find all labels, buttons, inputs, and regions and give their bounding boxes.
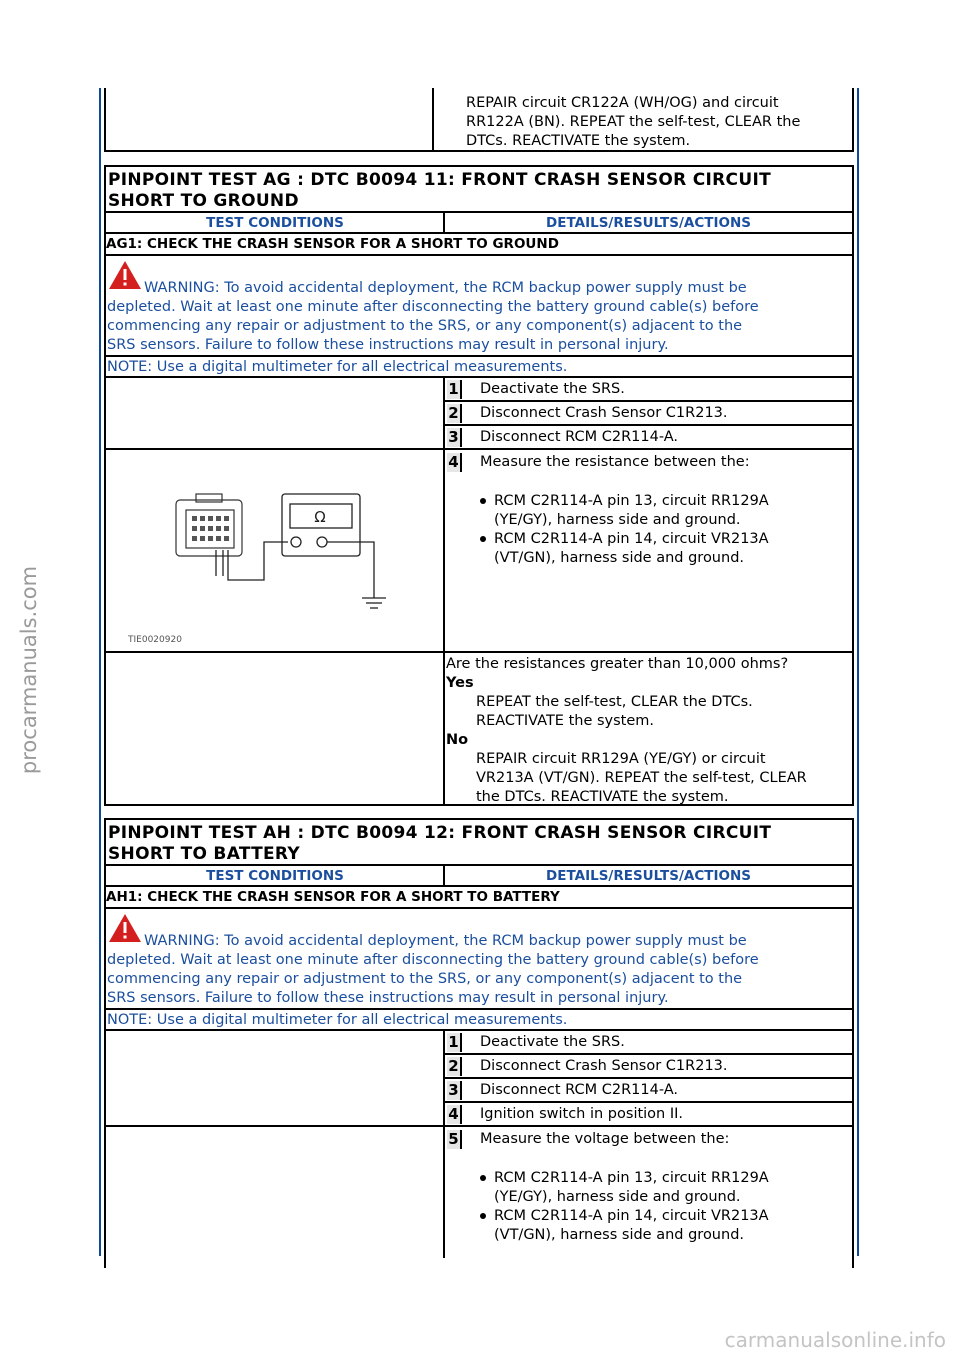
- cont-left-border: [104, 88, 106, 152]
- ag-yes-1: REPEAT the self-test, CLEAR the DTCs.: [476, 694, 753, 710]
- ah-bullet-2-l1: RCM C2R114-A pin 14, circuit VR213A: [494, 1208, 769, 1224]
- ah-rule-7: [443, 1077, 854, 1079]
- cont-divider: [432, 88, 434, 152]
- test-ag-title-1: PINPOINT TEST AG : DTC B0094 11: FRONT CRASH SENSOR CIRCUIT: [108, 170, 771, 190]
- ag-note: NOTE: Use a digital multimeter for all electrical measurements.: [107, 359, 568, 375]
- meter-symbol: Ω: [314, 508, 326, 526]
- ag-no-3: the DTCs. REACTIVATE the system.: [476, 789, 729, 805]
- ah-step-num-4: 4: [447, 1105, 462, 1124]
- ag-step-num-3: 3: [447, 428, 462, 447]
- ag-rule-2: [104, 232, 854, 234]
- ah-bullet-1-l1: RCM C2R114-A pin 13, circuit RR129A: [494, 1170, 769, 1186]
- ag-header-actions: DETAILS/RESULTS/ACTIONS: [546, 215, 751, 231]
- ag-step-num-1: 1: [447, 380, 462, 399]
- ah-step-num-1: 1: [447, 1033, 462, 1052]
- page-rule-left: [99, 88, 101, 1256]
- ah-warning-1: WARNING: To avoid accidental deployment, the RCM backup power supply must be: [144, 933, 747, 949]
- ah-rule-8: [443, 1101, 854, 1103]
- ah-header-conditions: TEST CONDITIONS: [206, 868, 344, 884]
- ah-step-text-5: Measure the voltage between the:: [480, 1131, 730, 1147]
- ag-step-num-2: 2: [447, 404, 462, 423]
- footer-watermark: carmanualsonline.info: [724, 1328, 946, 1352]
- ag-no-2: VR213A (VT/GN). REPEAT the self-test, CLEAR: [476, 770, 807, 786]
- ah-note: NOTE: Use a digital multimeter for all electrical measurements.: [107, 1012, 568, 1028]
- ah-step-text-3: Disconnect RCM C2R114-A.: [480, 1082, 679, 1098]
- ah-rule-6: [443, 1053, 854, 1055]
- ag-step-text-3: Disconnect RCM C2R114-A.: [480, 429, 679, 445]
- ag-warning-4: SRS sensors. Failure to follow these instructions may result in personal injury.: [107, 337, 669, 353]
- ag-rule-4: [104, 355, 854, 357]
- sidebar-watermark: procarmanuals.com: [17, 565, 41, 775]
- ag-question: Are the resistances greater than 10,000 ohms?: [446, 656, 789, 672]
- ag-bullet-2: [480, 536, 486, 542]
- ag-rule-7: [443, 424, 854, 426]
- ag-warning-1: WARNING: To avoid accidental deployment, the RCM backup power supply must be: [144, 280, 747, 296]
- ag-bullet-1-l1: RCM C2R114-A pin 13, circuit RR129A: [494, 493, 769, 509]
- ah-rule-9: [104, 1125, 854, 1127]
- ag-yes-2: REACTIVATE the system.: [476, 713, 655, 729]
- ah-rule-4: [104, 1008, 854, 1010]
- ag-bullet-2-l1: RCM C2R114-A pin 14, circuit VR213A: [494, 531, 769, 547]
- ag-rule-6: [443, 400, 854, 402]
- connector-meter-diagram: [104, 450, 444, 650]
- cont-line-2: RR122A (BN). REPEAT the self-test, CLEAR the: [466, 114, 801, 130]
- ag-step-text-4: Measure the resistance between the:: [480, 454, 750, 470]
- ah-rule-3: [104, 907, 854, 909]
- ah-step-text-1: Deactivate the SRS.: [480, 1034, 625, 1050]
- ag-step-num-4: 4: [447, 453, 462, 472]
- ah-step-text-4: Ignition switch in position II.: [480, 1106, 684, 1122]
- ag-yes-label: Yes: [446, 675, 474, 691]
- ah-col-divider: [443, 1029, 445, 1258]
- ag-bullet-1-l2: (YE/GY), harness side and ground.: [494, 512, 741, 528]
- warning-icon: [108, 260, 142, 290]
- ah-step-title: AH1: CHECK THE CRASH SENSOR FOR A SHORT TO BATTERY: [106, 889, 560, 905]
- ag-header-conditions: TEST CONDITIONS: [206, 215, 344, 231]
- ag-rule-9: [104, 651, 854, 653]
- ah-warning-3: commencing any repair or adjustment to the SRS, or any component(s) adjacent to the: [107, 971, 743, 987]
- ah-bullet-2: [480, 1213, 486, 1219]
- page-rule-right: [857, 88, 859, 1256]
- ah-bullet-2-l2: (VT/GN), harness side and ground.: [494, 1227, 745, 1243]
- ag-step-text-2: Disconnect Crash Sensor C1R213.: [480, 405, 728, 421]
- warning-icon-2: [108, 913, 142, 943]
- ag-rule-5: [104, 376, 854, 378]
- cont-line-3: DTCs. REACTIVATE the system.: [466, 133, 691, 149]
- ah-bullet-1-l2: (YE/GY), harness side and ground.: [494, 1189, 741, 1205]
- ag-step-text-1: Deactivate the SRS.: [480, 381, 625, 397]
- ah-warning-2: depleted. Wait at least one minute after disconnecting the battery ground cable(s) before: [107, 952, 759, 968]
- ah-rule-5: [104, 1029, 854, 1031]
- ag-warning-3: commencing any repair or adjustment to the SRS, or any component(s) adjacent to the: [107, 318, 743, 334]
- ah-step-text-2: Disconnect Crash Sensor C1R213.: [480, 1058, 728, 1074]
- ah-rule-2: [104, 885, 854, 887]
- test-ag-title-2: SHORT TO GROUND: [108, 191, 299, 211]
- ah-warning-4: SRS sensors. Failure to follow these instructions may result in personal injury.: [107, 990, 669, 1006]
- test-ah-title-1: PINPOINT TEST AH : DTC B0094 12: FRONT CRASH SENSOR CIRCUIT: [108, 823, 772, 843]
- ah-header-actions: DETAILS/RESULTS/ACTIONS: [546, 868, 751, 884]
- test-ah-title-2: SHORT TO BATTERY: [108, 844, 300, 864]
- ah-step-num-2: 2: [447, 1057, 462, 1076]
- ah-step-num-5: 5: [447, 1130, 462, 1149]
- ag-rule-3: [104, 254, 854, 256]
- ah-bullet-1: [480, 1175, 486, 1181]
- ag-warning-2: depleted. Wait at least one minute after disconnecting the battery ground cable(s) before: [107, 299, 759, 315]
- ag-bullet-1: [480, 498, 486, 504]
- cont-line-1: REPAIR circuit CR122A (WH/OG) and circuit: [466, 95, 779, 111]
- cont-right-border: [852, 88, 854, 152]
- ag-bullet-2-l2: (VT/GN), harness side and ground.: [494, 550, 745, 566]
- ag-step-title: AG1: CHECK THE CRASH SENSOR FOR A SHORT TO GROUND: [106, 236, 559, 252]
- ah-step-num-3: 3: [447, 1081, 462, 1100]
- ag-no-label: No: [446, 732, 469, 748]
- figure-id: TIE0020920: [128, 635, 182, 645]
- ag-no-1: REPAIR circuit RR129A (YE/GY) or circuit: [476, 751, 766, 767]
